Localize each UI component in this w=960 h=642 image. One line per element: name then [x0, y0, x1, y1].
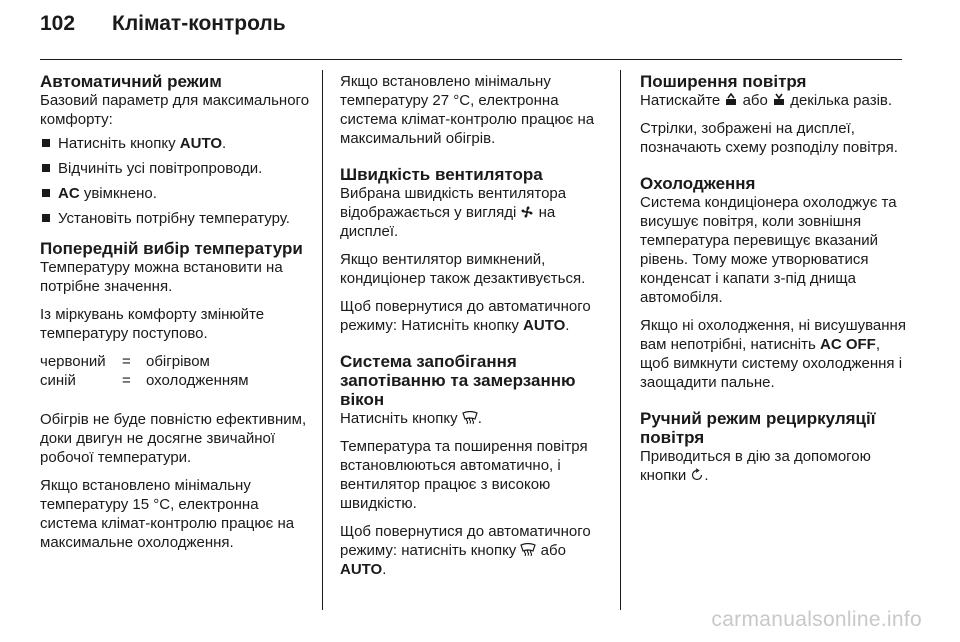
recirculation-icon — [690, 468, 704, 482]
text: , щоб вимкнути систему охолодження і заощадити пальне. — [640, 336, 903, 391]
list-item — [40, 134, 310, 153]
windshield-defrost-icon — [520, 543, 536, 557]
legend-eq: = — [122, 353, 131, 370]
column-3 — [640, 72, 906, 485]
header-rule — [40, 59, 902, 60]
fan-speed-heading: Швидкість вентилятора — [340, 165, 543, 184]
text: Щоб повернутися до автоматичного режиму: Натисніть кнопку — [340, 298, 591, 334]
text: Натискайте — [640, 92, 725, 109]
recirculation-heading: Ручний режим рециркуляції повітря — [640, 409, 876, 447]
column-divider — [620, 70, 621, 610]
auto-label: AUTO — [523, 317, 566, 334]
air-distribution-down-icon — [772, 93, 786, 107]
preselect-heading: Попередній вибір температури — [40, 239, 303, 258]
text: Приводиться в дію за допомогою кнопки — [640, 448, 871, 484]
defog-text: Температура та поширення повітря встановлюються автоматично, і вентилятор працює з високою швидкістю. — [340, 438, 588, 512]
text: Щоб повернутися до автоматичного режиму: натисніть кнопку — [340, 523, 591, 559]
text: Відчиніть усі повітропроводи. — [58, 160, 263, 177]
text: . — [382, 561, 387, 578]
auto-mode-steps — [40, 134, 310, 228]
page-title: Клімат-контроль — [112, 12, 286, 35]
column-2 — [340, 72, 608, 579]
text: Натисніть кнопку — [340, 410, 462, 427]
legend-key: червоний — [40, 353, 106, 370]
legend-eq: = — [122, 372, 131, 389]
air-distribution-text — [640, 91, 906, 110]
text: або — [536, 542, 566, 559]
list-item — [40, 209, 310, 228]
list-item — [40, 159, 310, 178]
table-row — [40, 352, 249, 371]
watermark: carmanualsonline.info — [711, 608, 922, 631]
text: Натисніть кнопку — [58, 135, 180, 152]
list-item — [40, 184, 310, 203]
column-divider — [322, 70, 323, 610]
color-legend — [40, 352, 249, 390]
legend-key: синій — [40, 372, 76, 389]
ac-label: AC — [58, 185, 80, 202]
air-distribution-heading: Поширення повітря — [640, 72, 807, 91]
text: Установіть потрібну температуру. — [58, 210, 290, 227]
min-temp-note: Якщо встановлено мінімальну температуру 15 °C, електронна система клімат-контролю працює на максимальне охолодження. — [40, 477, 295, 551]
text: . — [704, 467, 709, 484]
fan-speed-text: Якщо вентилятор вимкнений, кондиціонер також дезактивується. — [340, 251, 586, 287]
text: Якщо ні охолодження, ні висушування вам непотрібні, натисніть — [640, 317, 906, 353]
ac-off-label: AC OFF — [820, 336, 876, 353]
table-row — [40, 371, 249, 390]
fan-speed-text — [340, 297, 608, 335]
recirculation-text — [640, 447, 906, 485]
fan-speed-text — [340, 184, 608, 241]
preselect-text: Із міркувань комфорту змінюйте температуру поступово. — [40, 306, 265, 342]
page-number: 102 — [40, 12, 76, 35]
defog-heading: Система запобігання запотіванню та замерзанню вікон — [340, 352, 576, 409]
bullet-square-icon — [42, 214, 50, 222]
fan-icon — [520, 205, 534, 219]
text: . — [477, 410, 482, 427]
bullet-square-icon — [42, 164, 50, 172]
preselect-text: Температуру можна встановити на потрібне значення. — [40, 259, 283, 295]
auto-label: AUTO — [179, 135, 223, 152]
max-temp-note: Якщо встановлено мінімальну температуру 27 °C, електронна система клімат-контролю працює на максимальний обігрів. — [340, 73, 595, 147]
text: . — [222, 135, 227, 152]
auto-mode-intro: Базовий параметр для максимального комфорту: — [40, 92, 310, 128]
windshield-defrost-icon — [462, 411, 478, 425]
defog-text — [340, 409, 608, 428]
text: на дисплеї. — [340, 204, 556, 240]
air-distribution-up-icon — [724, 93, 738, 107]
auto-label: AUTO — [340, 561, 383, 578]
cooling-text — [640, 316, 906, 392]
cooling-text: Система кондиціонера охолоджує та висушує повітря, коли зовнішня температура перевищує вказаний рівень. Тому може утворюватися конденсат і капати з-під днища автомобіля. — [640, 194, 897, 306]
column-1 — [40, 72, 310, 552]
legend-value: охолодженням — [146, 372, 249, 389]
text: Вибрана швидкість вентилятора відображається у вигляді — [340, 185, 567, 221]
bullet-square-icon — [42, 139, 50, 147]
air-distribution-text: Стрілки, зображені на дисплеї, позначають схему розподілу повітря. — [640, 120, 898, 156]
auto-mode-heading: Автоматичний режим — [40, 72, 222, 91]
text: . — [565, 317, 570, 334]
heat-note: Обігрів не буде повністю ефективним, доки двигун не досягне звичайної робочої температури. — [40, 411, 307, 466]
defog-text — [340, 522, 608, 579]
legend-value: обігрівом — [146, 353, 210, 370]
text: декілька разів. — [786, 92, 893, 109]
text: увімкнено. — [79, 185, 157, 202]
text: або — [738, 92, 773, 109]
cooling-heading: Охолодження — [640, 174, 756, 193]
bullet-square-icon — [42, 189, 50, 197]
